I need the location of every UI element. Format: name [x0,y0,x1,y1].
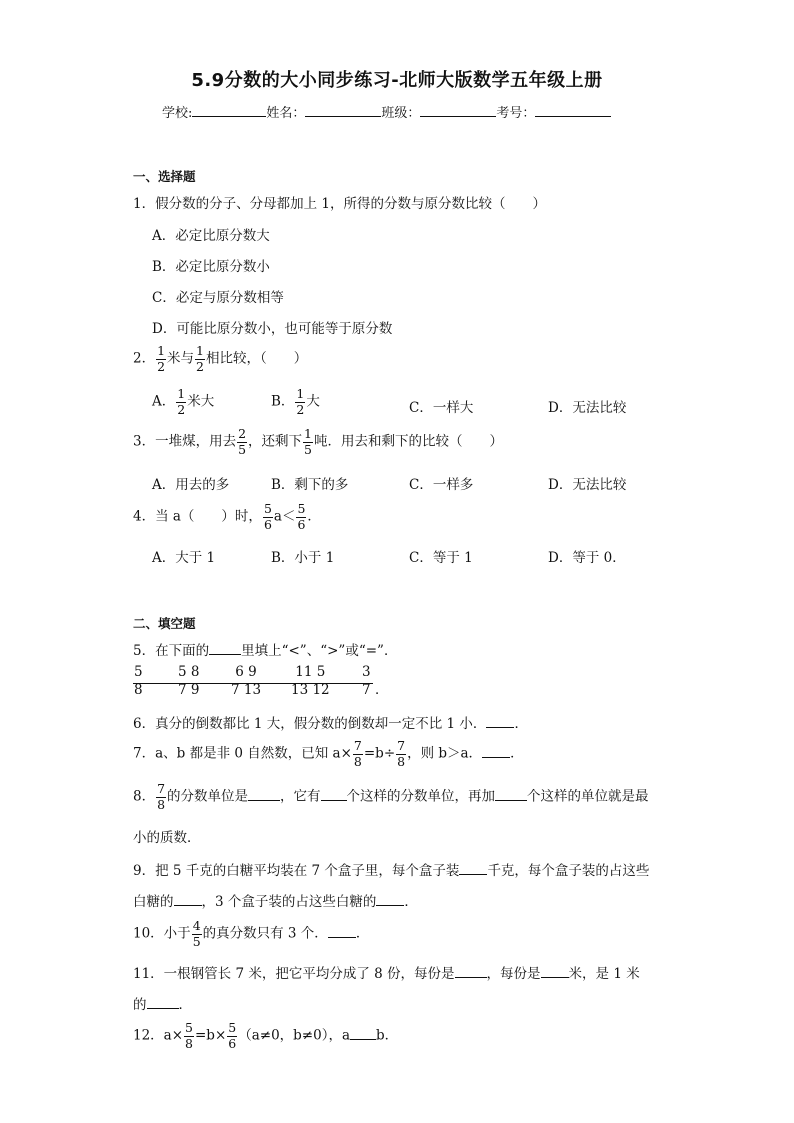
q11-stem: 11．一根钢管长 7 米，把它平均分成了 8 份，每份是 ，每份是 米，是 1 米 [133,966,640,982]
q9-stem: 9．把 5 千克的白糖平均装在 7 个盒子里，每个盒子装 千克，每个盒子装的占这些 [133,863,650,879]
q11-blank-2[interactable] [541,965,569,978]
q5-stem: 5．在下面的 里填上“<”、“>”或“=”． [133,643,398,659]
q6-stem: 6．真分的倒数都比 1 大，假分数的倒数却一定不比 1 小． ． [133,716,528,732]
q12-blank[interactable] [350,1027,376,1040]
q1-option-b[interactable]: B．必定比原分数小 [152,259,270,275]
q1-option-a[interactable]: A．必定比原分数大 [152,228,270,244]
q11-stem-cont: 的 ． [133,997,192,1013]
q11-blank-3[interactable] [147,996,179,1009]
q7-stem: 7．a、b 都是非 0 自然数，已知 a× $\frac{7}{8}$ =b÷ $\frac{7}{8}$ ，则 b＞a． ． [133,738,524,769]
q5-fraction: 5 8 [134,664,143,698]
q2-stem [133,345,307,373]
q4-fraction-1: $\frac{5}{6}$ [263,501,272,532]
q10-stem: 10．小于 $\frac{4}{5}$ 的真分数只有 3 个． ． [133,918,370,949]
q3-option-b[interactable]: B．剩下的多 [271,477,349,493]
q5-fraction: 11 5 13 12 [291,664,330,698]
q12-stem: 12．a× $\frac{5}{8}$ =b× $\frac{5}{6}$ （a≠0，b≠0），a b． [133,1020,399,1051]
class-blank[interactable] [420,102,496,117]
q5-fraction-row [133,666,393,704]
q9-blank-3[interactable] [376,893,404,906]
q4-option-d[interactable]: D．等于 0． [548,550,626,566]
q4-option-b[interactable]: B．小于 1 [271,550,335,566]
q2-fraction-1: $\frac{1}{2}$ [157,343,166,374]
page-title: 5.9分数的大小同步练习-北师大版数学五年级上册 [191,70,603,91]
q8-stem-cont: 小的质数． [133,830,201,846]
q8-blank-3[interactable] [495,788,527,801]
q5-fraction: 3 7 [362,664,371,698]
q2-fraction-2: $\frac{1}{2}$ [196,343,204,374]
q3-option-d[interactable]: D．无法比较 [548,477,627,493]
school-blank[interactable] [192,102,266,117]
exam-no-label: 考号： [496,106,536,121]
q2-option-d[interactable]: D．无法比较 [548,400,627,416]
q2-option-c[interactable]: C．一样大 [409,400,474,416]
q1-option-c[interactable]: C．必定与原分数相等 [152,290,284,306]
q4-option-a[interactable]: A．大于 1 [152,550,216,566]
q3-option-a[interactable]: A．用去的多 [152,477,230,493]
class-label: 班级： [381,106,421,121]
name-blank[interactable] [305,102,381,117]
q4-fraction-2: $\frac{5}{6}$ [297,501,306,532]
q3-fraction-used: $\frac{2}{5}$ [238,426,247,457]
exam-no-blank[interactable] [535,102,611,117]
q2-text-2: 相比较，（ ） [206,350,308,367]
q2-number: 2． [133,350,156,367]
q2-option-b[interactable]: B． $\frac{1}{2}$ 大 [271,386,320,417]
school-label: 学校: [162,106,193,121]
q5-fraction: 6 9 7 13 [231,664,262,698]
q9-blank-2[interactable] [174,893,202,906]
name-label: 姓名： [266,106,306,121]
q8-blank-1[interactable] [248,788,280,801]
q11-blank-1[interactable] [455,965,487,978]
q3-fraction-left: $\frac{1}{5}$ [304,426,312,457]
q9-stem-cont: 白糖的 ，3 个盒子装的占这些白糖的 ． [133,894,418,910]
q8-stem: 8． $\frac{7}{8}$ 的分数单位是 ，它有 个这样的分数单位，再加 个这样的单位就是最 [133,781,649,812]
student-info-line [162,102,611,121]
q3-stem: 3．一堆煤，用去 $\frac{2}{5}$ ，还剩下 $\frac{1}{5}$ 吨．用去和剩下的比较（ ） [133,426,503,457]
q6-blank[interactable] [486,715,514,728]
q10-blank[interactable] [328,925,356,938]
q5-blank[interactable] [209,642,241,655]
q3-option-c[interactable]: C．一样多 [409,477,474,493]
q1-option-d[interactable]: D．可能比原分数小，也可能等于原分数 [152,321,393,337]
q1-stem: 1．假分数的分子、分母都加上 1，所得的分数与原分数比较（ ） [133,196,546,212]
q4-stem: 4．当 a（ ）时， $\frac{5}{6}$ a＜ $\frac{5}{6}$ ． [133,501,321,532]
q5-end: ． [375,682,389,698]
q2-option-a[interactable]: A． $\frac{1}{2}$ 米大 [152,386,215,417]
q7-blank[interactable] [482,745,510,758]
section-fill-heading: 二、填空题 [133,616,196,631]
q4-option-c[interactable]: C．等于 1 [409,550,473,566]
q2-text-1: 米与 [167,350,195,367]
section-choice-heading: 一、选择题 [133,169,196,184]
q8-blank-2[interactable] [321,788,347,801]
q9-blank-1[interactable] [459,862,487,875]
q5-fraction: 5 8 7 9 [178,664,200,698]
q5-fraction-bar [133,683,373,684]
